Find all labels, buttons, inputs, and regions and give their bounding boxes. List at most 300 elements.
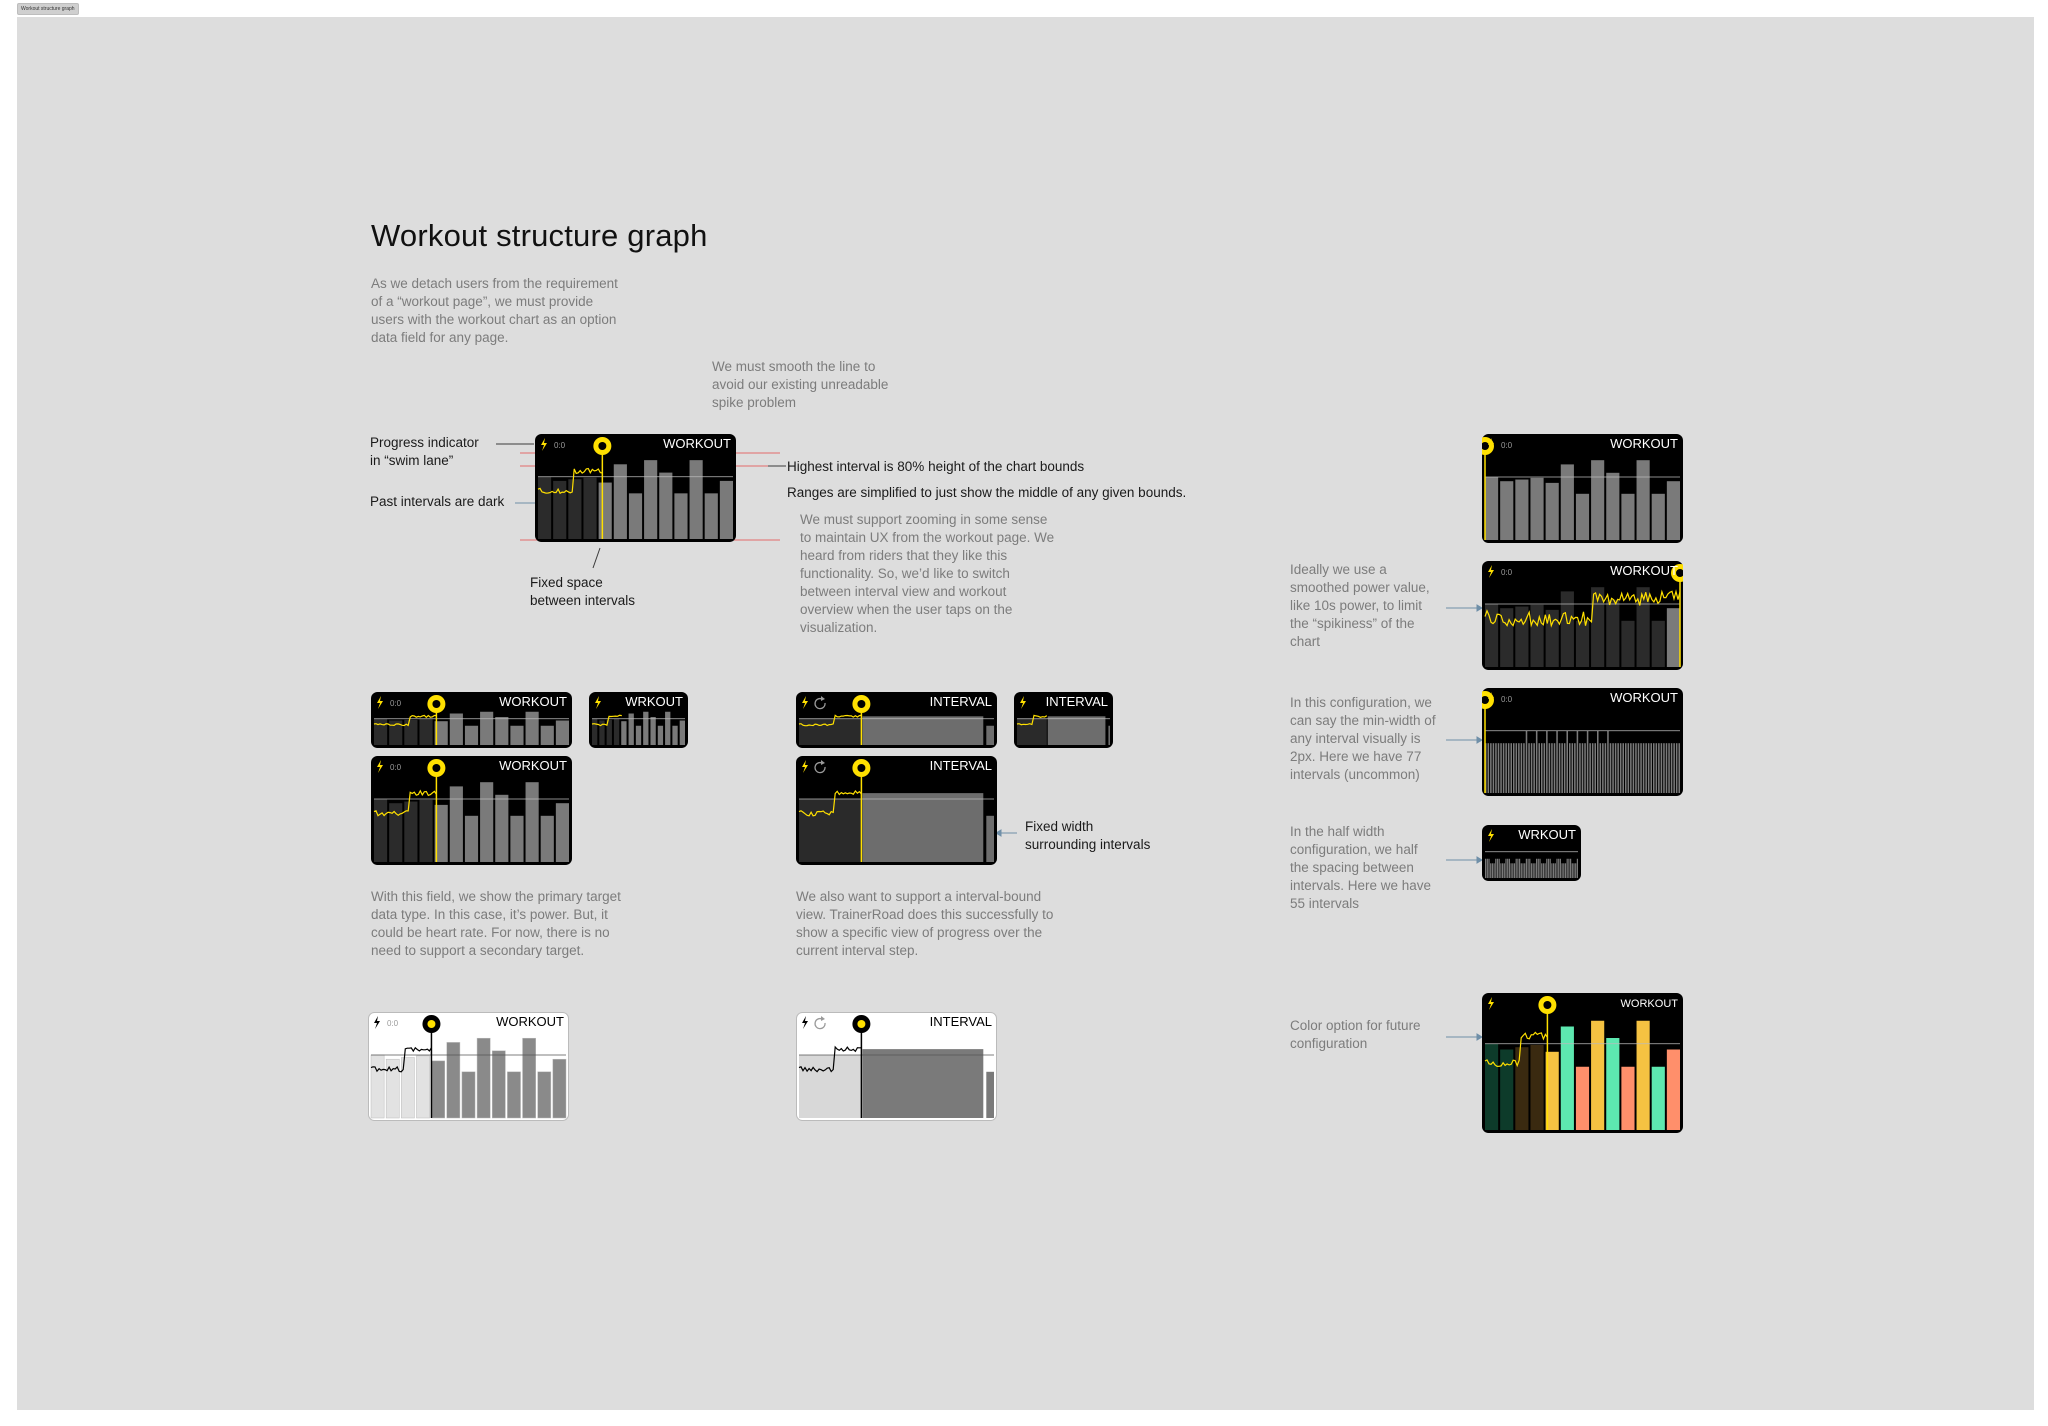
interval-bar <box>523 1038 536 1118</box>
interval-bar <box>432 1061 445 1118</box>
interval-bar <box>553 1059 566 1118</box>
interval-bar <box>1555 863 1556 878</box>
interval-bar <box>1652 1067 1665 1130</box>
interval-bar <box>1606 1038 1619 1130</box>
arrow-icon <box>515 500 1482 1040</box>
interval-bar <box>1533 743 1535 793</box>
current-interval-bar <box>862 716 983 745</box>
widget-label: WORKOUT <box>499 694 567 709</box>
interval-bar <box>1673 743 1675 793</box>
interval-bar <box>1561 1027 1574 1131</box>
interval-bar <box>1652 494 1665 540</box>
interval-bar <box>1637 460 1650 540</box>
timer-icon: 0:0 <box>554 441 566 450</box>
smoothed-workout-widget[interactable] <box>1482 561 1683 670</box>
widget-label: WORKOUT <box>499 758 567 773</box>
past-interval-bar <box>799 799 861 862</box>
current-interval-bar <box>862 1049 983 1118</box>
zoom-line: We must support zooming in some sense <box>800 512 1048 527</box>
interval-bar <box>1554 743 1556 793</box>
interval-bar <box>1522 863 1523 878</box>
interval-bar <box>389 803 402 862</box>
interval-bar <box>1490 743 1492 793</box>
interval-bar <box>1536 731 1538 793</box>
interval-bar <box>510 816 523 862</box>
interval-bar <box>1643 743 1645 793</box>
interval-bar <box>1637 1021 1650 1130</box>
widget-label: WRKOUT <box>625 694 683 709</box>
halfwidth-wrkout-widget[interactable] <box>1482 825 1581 881</box>
widget-label: WORKOUT <box>496 1014 564 1029</box>
intro-line: of a “workout page”, we must provide <box>371 294 594 309</box>
interval-bar <box>1495 859 1496 878</box>
primary-line: With this field, we show the primary target <box>371 889 621 904</box>
interval-bar <box>1592 743 1594 793</box>
primary-line: could be heart rate. For now, there is no <box>371 925 610 940</box>
interval-bar <box>1538 743 1540 793</box>
interval-bar <box>447 1042 460 1118</box>
interval-bar <box>621 721 626 745</box>
interval-bar <box>1563 863 1564 878</box>
interval-bar <box>1650 743 1652 793</box>
interval-bar <box>1549 743 1551 793</box>
interval-bar <box>371 1055 384 1118</box>
interval-bar <box>1568 859 1569 878</box>
next-interval-bar <box>986 726 994 745</box>
interval-bar <box>1573 863 1574 878</box>
interval-bar <box>614 464 627 539</box>
large-interval-widget[interactable] <box>796 756 997 865</box>
progress-indicator-core <box>427 1020 435 1028</box>
interval-bar <box>1500 1050 1513 1131</box>
widget-label: INTERVAL <box>929 758 992 773</box>
interval-bar <box>1600 743 1602 793</box>
interval-bar <box>1514 863 1515 878</box>
interval-line: current interval step. <box>796 943 919 958</box>
interval-bar <box>650 717 655 745</box>
light-interval-widget[interactable] <box>796 1012 997 1121</box>
interval-bar <box>1526 731 1528 793</box>
minwidth-line: In this configuration, we <box>1290 695 1432 710</box>
frame-label[interactable]: Workout structure graph <box>17 3 79 15</box>
interval-bar <box>1488 743 1490 793</box>
interval-bar <box>1591 1021 1604 1130</box>
progress-indicator-core <box>857 764 865 772</box>
interval-bar <box>1577 731 1579 793</box>
timer-icon: 0:0 <box>1501 568 1513 577</box>
interval-bar <box>629 493 642 539</box>
interval-bar <box>1521 863 1522 878</box>
progress-line: in “swim lane” <box>370 453 454 468</box>
interval-bar <box>1559 743 1561 793</box>
interval-bar <box>541 816 554 862</box>
right-workout-widget[interactable] <box>1482 434 1683 543</box>
interval-bar <box>1658 743 1660 793</box>
interval-bar <box>705 493 718 539</box>
intro-line: users with the workout chart as an option <box>371 312 617 327</box>
interval-bar <box>1488 859 1489 878</box>
interval-bar <box>659 473 672 539</box>
interval-bar <box>1511 863 1512 878</box>
interval-bar <box>1510 743 1512 793</box>
interval-bar <box>1640 743 1642 793</box>
interval-bar <box>1485 859 1486 878</box>
interval-bar <box>556 803 569 862</box>
widget-label: WRKOUT <box>1518 827 1576 842</box>
interval-bar <box>1509 859 1510 878</box>
interval-bar <box>1524 863 1525 878</box>
interval-bar <box>1607 731 1609 793</box>
interval-bar <box>1575 863 1576 878</box>
interval-bar <box>674 493 687 539</box>
interval-bar <box>1516 859 1517 878</box>
interval-bar <box>1576 1067 1589 1130</box>
interval-bar <box>1628 743 1630 793</box>
widget-label: WORKOUT <box>1610 563 1678 578</box>
interval-bar <box>1645 743 1647 793</box>
interval-bar <box>480 712 493 745</box>
main-workout-widget[interactable] <box>535 434 736 542</box>
interval-bar <box>1498 743 1500 793</box>
interval-bar <box>1530 478 1543 540</box>
interval-bar <box>450 786 463 862</box>
interval-bar <box>1512 863 1513 878</box>
interval-bar <box>1539 859 1540 878</box>
interval-bar <box>462 1072 475 1118</box>
interval-bar <box>1663 743 1665 793</box>
interval-bar <box>541 726 554 745</box>
minwidth-workout-widget[interactable] <box>1482 688 1683 796</box>
interval-bar <box>1485 604 1498 667</box>
interval-bar <box>1544 743 1546 793</box>
primary-line: need to support a secondary target. <box>371 943 585 958</box>
next-interval-bar <box>1108 726 1110 745</box>
interval-bar <box>374 719 387 745</box>
small-interval-widget[interactable] <box>796 692 997 748</box>
interval-bar <box>526 712 539 745</box>
interval-bar <box>1534 863 1535 878</box>
timer-icon: 0:0 <box>390 699 402 708</box>
progress-line: Progress indicator <box>370 435 479 450</box>
interval-bar <box>477 1038 490 1118</box>
halfwidth-line: In the half width <box>1290 824 1385 839</box>
light-workout-widget[interactable] <box>368 1012 569 1121</box>
interval-bar <box>1546 483 1559 540</box>
interval-bar <box>538 1072 551 1118</box>
small-wrkout-widget[interactable] <box>589 692 688 748</box>
interval-bar <box>1610 743 1612 793</box>
minwidth-line: can say the min-width of <box>1290 713 1436 728</box>
widget-label: WORKOUT <box>1610 436 1678 451</box>
interval-bar <box>1667 1050 1680 1131</box>
interval-bar <box>1582 743 1584 793</box>
interval-bar <box>680 721 685 746</box>
past-label: Past intervals are dark <box>370 494 505 509</box>
fixed-space-line: between intervals <box>530 593 636 608</box>
widget-label: INTERVAL <box>1045 694 1108 709</box>
interval-bar <box>1576 494 1589 540</box>
interval-bar <box>1548 859 1549 878</box>
interval-bar <box>1558 859 1559 878</box>
interval-bar <box>1621 494 1634 540</box>
interval-bar <box>1667 608 1680 667</box>
interval-bar <box>1615 743 1617 793</box>
interval-bar <box>1584 743 1586 793</box>
interval-bar <box>1546 859 1547 878</box>
interval-bar <box>1536 859 1537 878</box>
interval-bar <box>1508 743 1510 793</box>
small-interval-widget-2[interactable] <box>1014 692 1113 748</box>
interval-bar <box>1606 600 1619 667</box>
interval-bar <box>1648 743 1650 793</box>
halfwidth-line: 55 intervals <box>1290 896 1360 911</box>
interval-bar <box>1591 460 1604 540</box>
interval-bar <box>1500 863 1501 878</box>
interval-bar <box>658 726 663 745</box>
interval-bar <box>1605 743 1607 793</box>
interval-bar <box>1515 607 1528 667</box>
interval-bar <box>1560 859 1561 878</box>
interval-bar <box>1523 743 1525 793</box>
interval-bar <box>1530 1045 1543 1130</box>
progress-indicator-core <box>857 1020 865 1028</box>
interval-bar <box>1550 859 1551 878</box>
interval-bar <box>1625 743 1627 793</box>
interval-bar <box>665 712 670 745</box>
interval-bar <box>1589 743 1591 793</box>
interval-line: We also want to support a interval-bound <box>796 889 1042 904</box>
interval-bar <box>1622 743 1624 793</box>
interval-bar <box>495 717 508 745</box>
interval-bar <box>480 782 493 862</box>
interval-bar <box>629 714 634 746</box>
primary-line: data type. In this case, it’s power. But, it <box>371 907 608 922</box>
interval-bar <box>720 481 733 539</box>
interval-bar <box>1500 481 1513 540</box>
interval-bar <box>1565 863 1566 878</box>
interval-bar <box>1597 731 1599 793</box>
next-interval-bar <box>986 816 994 862</box>
interval-bar <box>465 726 478 745</box>
interval-bar <box>672 726 677 745</box>
interval-bar <box>507 1072 520 1118</box>
interval-bar <box>1551 863 1552 878</box>
interval-bar <box>1526 859 1527 878</box>
interval-bar <box>1666 743 1668 793</box>
interval-bar <box>1528 743 1530 793</box>
interval-bar <box>643 712 648 745</box>
smooth-line: spike problem <box>712 395 797 410</box>
interval-bar <box>1533 863 1534 878</box>
interval-bar <box>495 795 508 862</box>
interval-bar <box>644 460 657 539</box>
interval-bar <box>1543 863 1544 878</box>
interval-bar <box>1562 863 1563 878</box>
interval-bar <box>1485 477 1498 540</box>
interval-bar <box>636 726 641 745</box>
highest-label: Highest interval is 80% height of the chart bounds <box>787 459 1085 474</box>
interval-bar <box>1653 743 1655 793</box>
fixed-width-line: Fixed width <box>1025 819 1094 834</box>
interval-bar <box>1577 859 1578 878</box>
interval-bar <box>1656 743 1658 793</box>
halfwidth-line: the spacing between <box>1290 860 1414 875</box>
interval-bar <box>583 478 596 539</box>
interval-bar <box>1635 743 1637 793</box>
widget-label: INTERVAL <box>929 694 992 709</box>
interval-bar <box>1531 743 1533 793</box>
minwidth-line: intervals (uncommon) <box>1290 767 1420 782</box>
interval-bar <box>1564 743 1566 793</box>
smooth-line: avoid our existing unreadable <box>712 377 889 392</box>
timer-icon: 0:0 <box>1501 695 1513 704</box>
interval-bar <box>1671 743 1673 793</box>
interval-bar <box>1493 743 1495 793</box>
interval-bar <box>1495 743 1497 793</box>
interval-bar <box>1556 859 1557 878</box>
interval-bar <box>1606 473 1619 540</box>
interval-bar <box>690 460 703 539</box>
zoom-line: visualization. <box>800 620 878 635</box>
interval-bar <box>1621 621 1634 667</box>
interval-bar <box>1497 859 1498 878</box>
interval-bar <box>553 481 566 539</box>
halfwidth-line: intervals. Here we have <box>1290 878 1432 893</box>
smoothed-line: smoothed power value, <box>1290 580 1430 595</box>
interval-bar <box>450 714 463 746</box>
interval-bar <box>1530 605 1543 667</box>
interval-bar <box>1574 743 1576 793</box>
interval-bar <box>1602 743 1604 793</box>
interval-bar <box>492 1051 505 1118</box>
past-interval-bar <box>799 719 861 745</box>
interval-bar <box>1531 863 1532 878</box>
interval-bar <box>1499 859 1500 878</box>
next-interval-bar <box>986 1072 994 1118</box>
zoom-line: overview when the user taps on the <box>800 602 1013 617</box>
interval-bar <box>1576 621 1589 667</box>
smooth-line: We must smooth the line to <box>712 359 876 374</box>
interval-bar <box>1485 1044 1498 1130</box>
interval-bar <box>1668 743 1670 793</box>
interval-bar <box>1529 859 1530 878</box>
progress-indicator-core <box>857 700 865 708</box>
small-workout-widget[interactable] <box>371 692 572 748</box>
interval-bar <box>1566 731 1568 793</box>
interval-bar <box>1490 863 1491 878</box>
widget-label: INTERVAL <box>929 1014 992 1029</box>
interval-bar <box>1487 859 1488 878</box>
interval-bar <box>1579 743 1581 793</box>
interval-bar <box>1570 859 1571 878</box>
interval-bar <box>1621 1067 1634 1130</box>
zoom-line: heard from riders that they like this <box>800 548 1008 563</box>
color-workout-widget[interactable] <box>1482 993 1683 1133</box>
progress-indicator-core <box>598 442 606 450</box>
interval-bar <box>1620 743 1622 793</box>
intro-line: data field for any page. <box>371 330 509 345</box>
interval-bar <box>465 816 478 862</box>
interval-bar <box>538 477 551 539</box>
interval-bar <box>556 721 569 746</box>
interval-bar <box>1494 863 1495 878</box>
widget-label: WORKOUT <box>1610 690 1678 705</box>
interval-bar <box>1572 743 1574 793</box>
interval-bar <box>1561 591 1574 667</box>
interval-bar <box>510 726 523 745</box>
interval-bar <box>1541 743 1543 793</box>
color-line: Color option for future <box>1290 1018 1421 1033</box>
interval-bar <box>1516 743 1518 793</box>
interval-bar <box>1519 859 1520 878</box>
interval-bar <box>1572 863 1573 878</box>
smoothed-line: Ideally we use a <box>1290 562 1387 577</box>
interval-bar <box>1541 863 1542 878</box>
current-interval-bar <box>1048 716 1106 745</box>
interval-bar <box>1513 743 1515 793</box>
interval-bar <box>1676 743 1678 793</box>
interval-bar <box>592 719 597 745</box>
minwidth-line: any interval visually is <box>1290 731 1421 746</box>
interval-bar <box>419 719 432 745</box>
smoothed-line: the “spikiness” of the <box>1290 616 1415 631</box>
interval-bar <box>1492 863 1493 878</box>
interval-bar <box>1500 743 1502 793</box>
interval-bar <box>1518 743 1520 793</box>
interval-bar <box>416 1056 429 1118</box>
large-workout-widget[interactable] <box>371 756 572 865</box>
interval-bar <box>1551 743 1553 793</box>
interval-line: view. TrainerRoad does this successfully to <box>796 907 1054 922</box>
interval-bar <box>374 799 387 862</box>
interval-bar <box>1561 464 1574 540</box>
current-interval-bar <box>862 793 983 862</box>
interval-bar <box>1507 859 1508 878</box>
interval-bar <box>1503 743 1505 793</box>
interval-bar <box>1546 610 1559 667</box>
interval-bar <box>1517 859 1518 878</box>
interval-bar <box>1521 743 1523 793</box>
interval-bar <box>1545 863 1546 878</box>
interval-line: show a specific view of progress over the <box>796 925 1043 940</box>
interval-bar <box>1612 743 1614 793</box>
interval-bar <box>419 800 432 862</box>
timer-icon: 0:0 <box>1501 441 1513 450</box>
past-interval-bar <box>799 1055 861 1118</box>
halfwidth-line: configuration, we half <box>1290 842 1418 857</box>
ranges-label: Ranges are simplified to just show the middle of any given bounds. <box>787 485 1187 500</box>
interval-bar <box>1661 743 1663 793</box>
interval-bar <box>1652 621 1665 667</box>
interval-bar <box>568 479 581 539</box>
progress-indicator-core <box>432 700 440 708</box>
fixed-space-line: Fixed space <box>530 575 603 590</box>
interval-bar <box>614 719 619 745</box>
interval-bar <box>1678 743 1680 793</box>
interval-bar <box>1505 859 1506 878</box>
smoothed-line: like 10s power, to limit <box>1290 598 1423 613</box>
zoom-line: between interval view and workout <box>800 584 1007 599</box>
interval-bar <box>1594 743 1596 793</box>
color-line: configuration <box>1290 1036 1368 1051</box>
interval-bar <box>1667 481 1680 540</box>
timer-icon: 0:0 <box>387 1019 399 1028</box>
fixed-space-connector <box>593 548 600 568</box>
progress-indicator-core <box>432 764 440 772</box>
interval-bar <box>1502 863 1503 878</box>
interval-bar <box>1528 859 1529 878</box>
interval-bar <box>526 782 539 862</box>
